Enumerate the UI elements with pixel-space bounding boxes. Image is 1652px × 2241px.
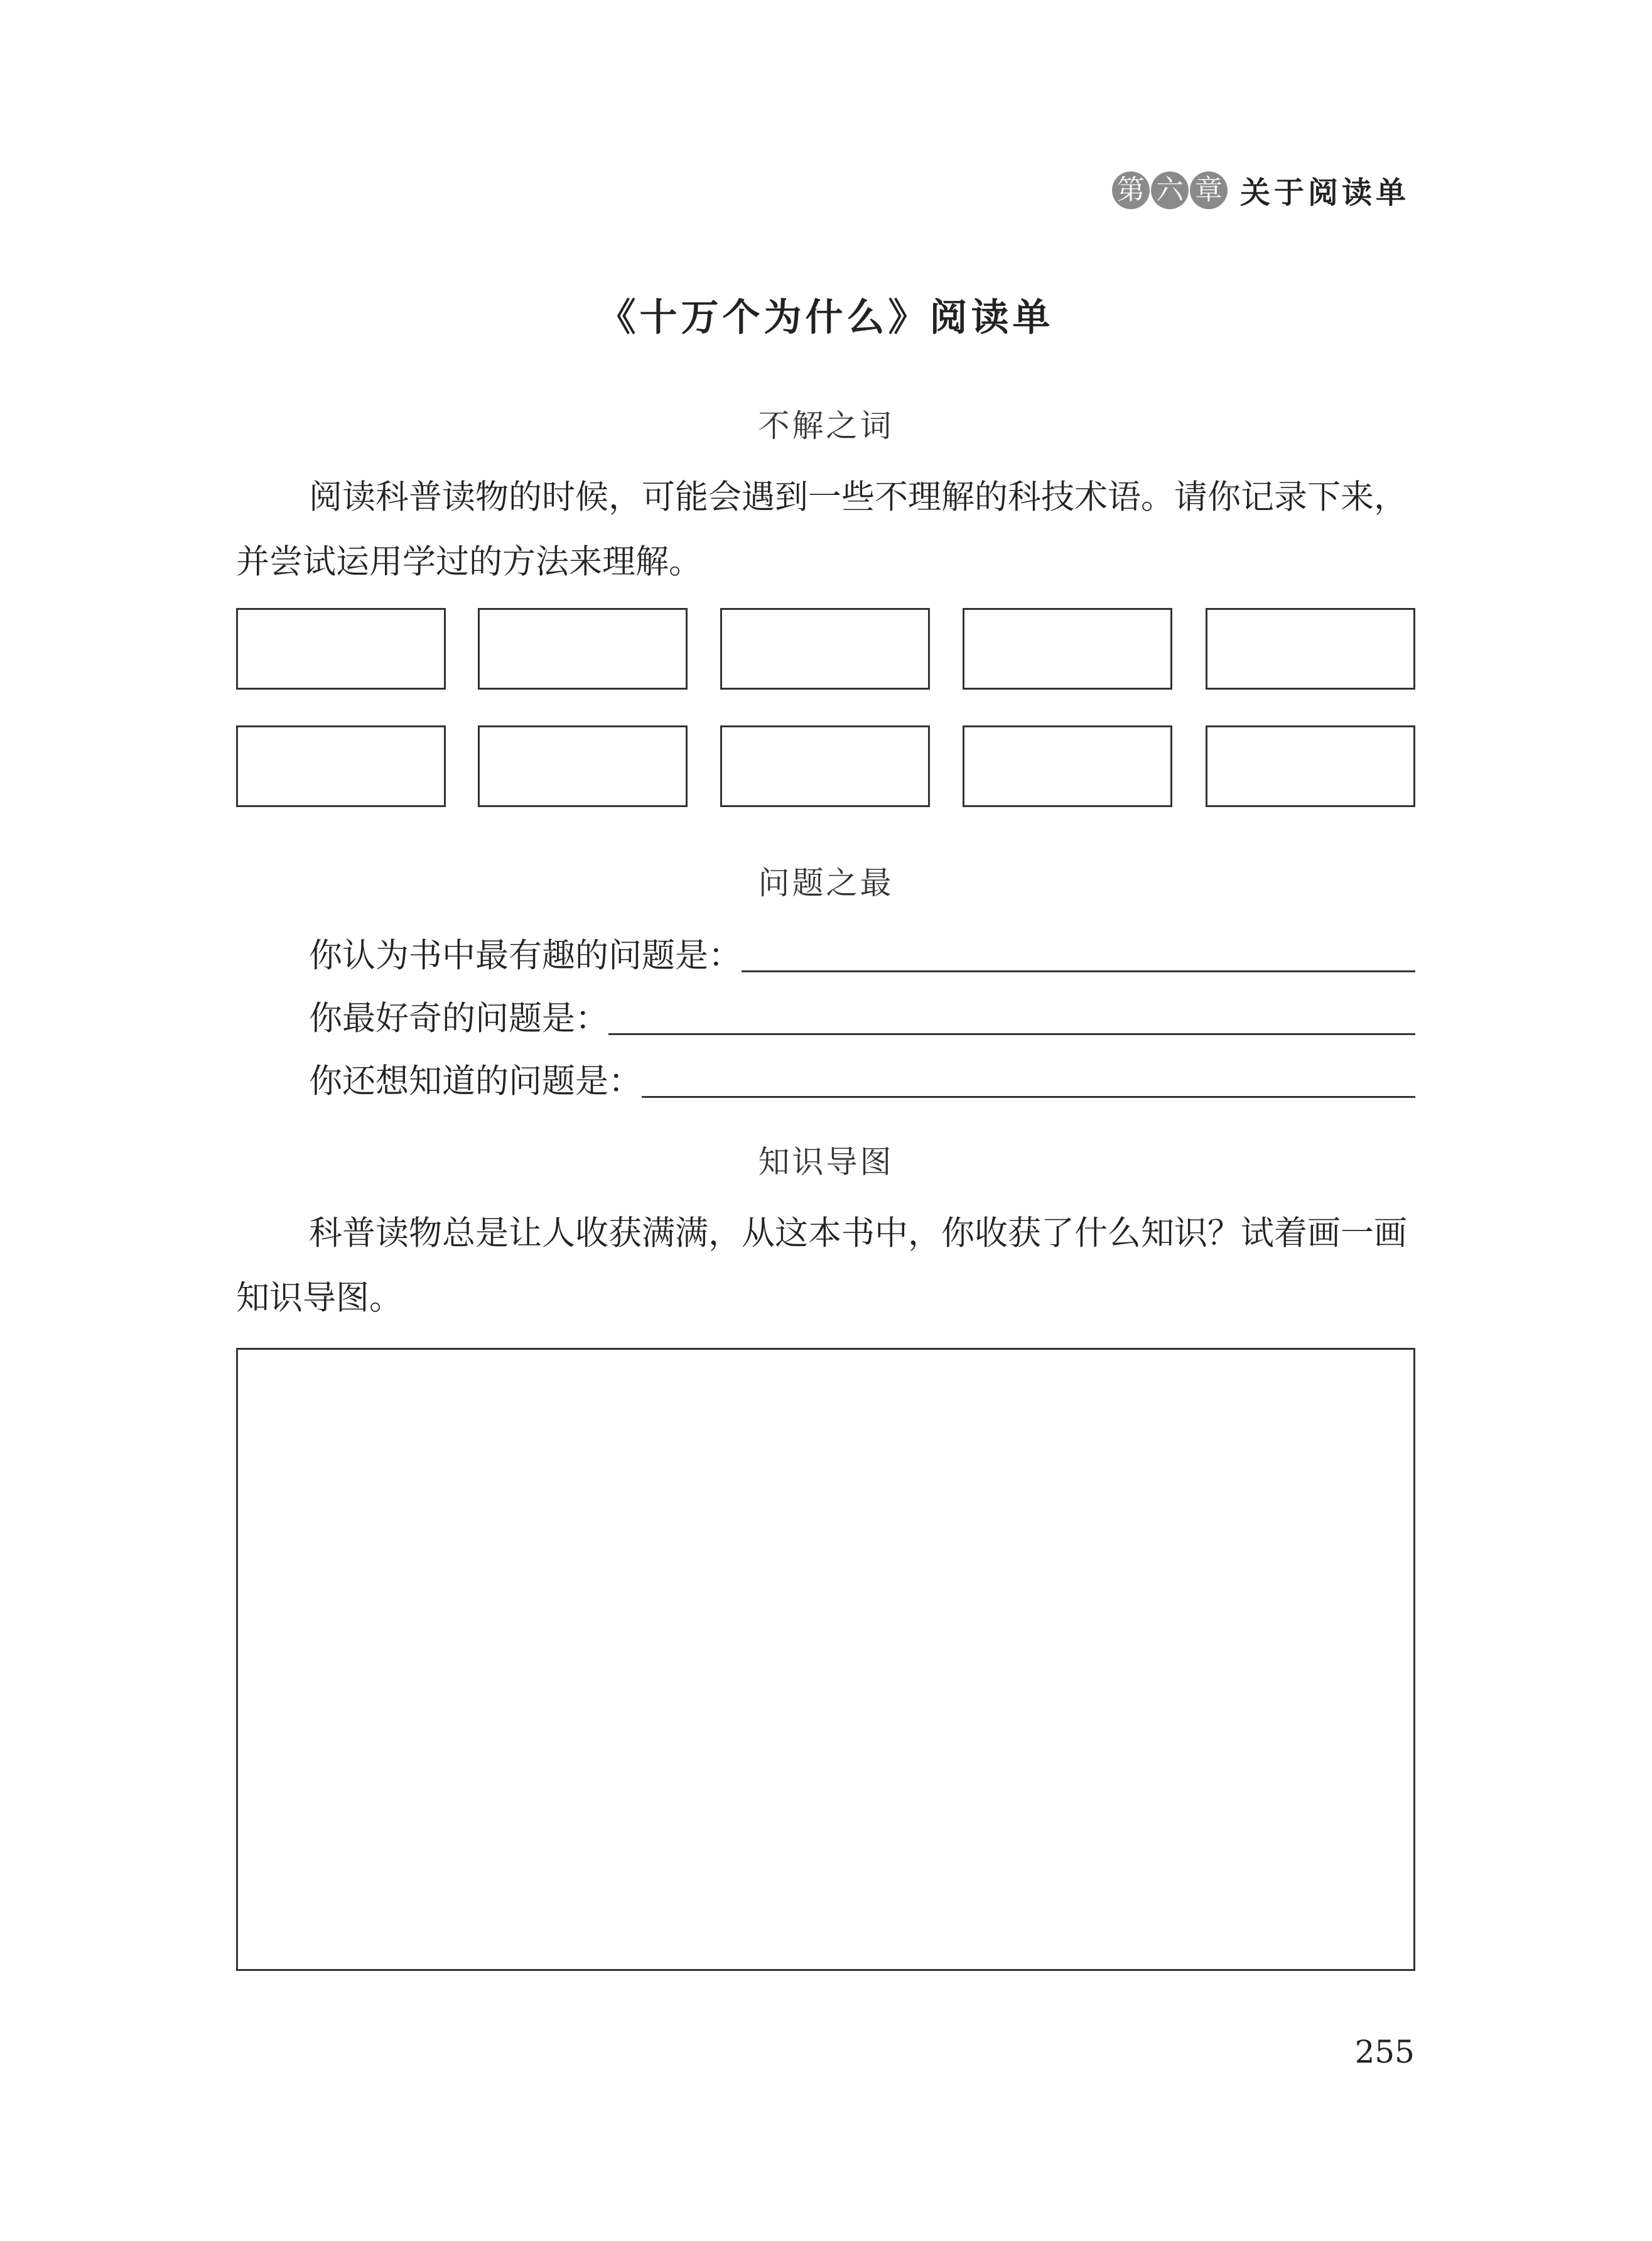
- term-box[interactable]: [1206, 608, 1415, 690]
- section-heading-mindmap: 知识导图: [758, 1144, 894, 1180]
- answer-line[interactable]: [642, 1095, 1415, 1098]
- question-row: [309, 991, 1415, 1038]
- mindmap-instruction: 科普读物总是让人收获满满，从这本书中，你收获了什么知识？试着画一画知识导图。: [236, 1214, 1407, 1317]
- term-box[interactable]: [478, 608, 688, 690]
- term-box[interactable]: [720, 725, 930, 807]
- term-box[interactable]: [963, 725, 1172, 807]
- mindmap-drawing-area[interactable]: [236, 1348, 1415, 1971]
- term-box[interactable]: [236, 725, 446, 807]
- chapter-title: 关于阅读单: [1239, 175, 1410, 210]
- question-label: 你最好奇的问题是：: [309, 999, 608, 1038]
- term-box[interactable]: [236, 608, 446, 690]
- question-row: [309, 928, 1415, 975]
- section-heading-questions: 问题之最: [758, 865, 894, 901]
- chapter-badge-char: 六: [1151, 171, 1189, 209]
- question-label: 你还想知道的问题是：: [309, 1062, 642, 1100]
- question-row: [309, 1054, 1415, 1100]
- section-heading-words: 不解之词: [758, 408, 894, 444]
- answer-line[interactable]: [742, 970, 1415, 972]
- term-box[interactable]: [478, 725, 688, 807]
- chapter-badge: [1112, 171, 1228, 209]
- term-box[interactable]: [1206, 725, 1415, 807]
- term-box[interactable]: [963, 608, 1172, 690]
- term-box[interactable]: [720, 608, 930, 690]
- chapter-badge-char: 章: [1190, 171, 1228, 209]
- chapter-header: [1112, 168, 1410, 212]
- answer-line[interactable]: [608, 1033, 1415, 1035]
- page-title: 《十万个为什么》阅读单: [598, 296, 1054, 340]
- question-label: 你认为书中最有趣的问题是：: [309, 936, 742, 975]
- page-number: 255: [1354, 2034, 1415, 2070]
- words-instruction: 阅读科普读物的时候，可能会遇到一些不理解的科技术语。请你记录下来，并尝试运用学过的方法来理解。: [236, 478, 1407, 581]
- chapter-badge-char: 第: [1112, 171, 1150, 209]
